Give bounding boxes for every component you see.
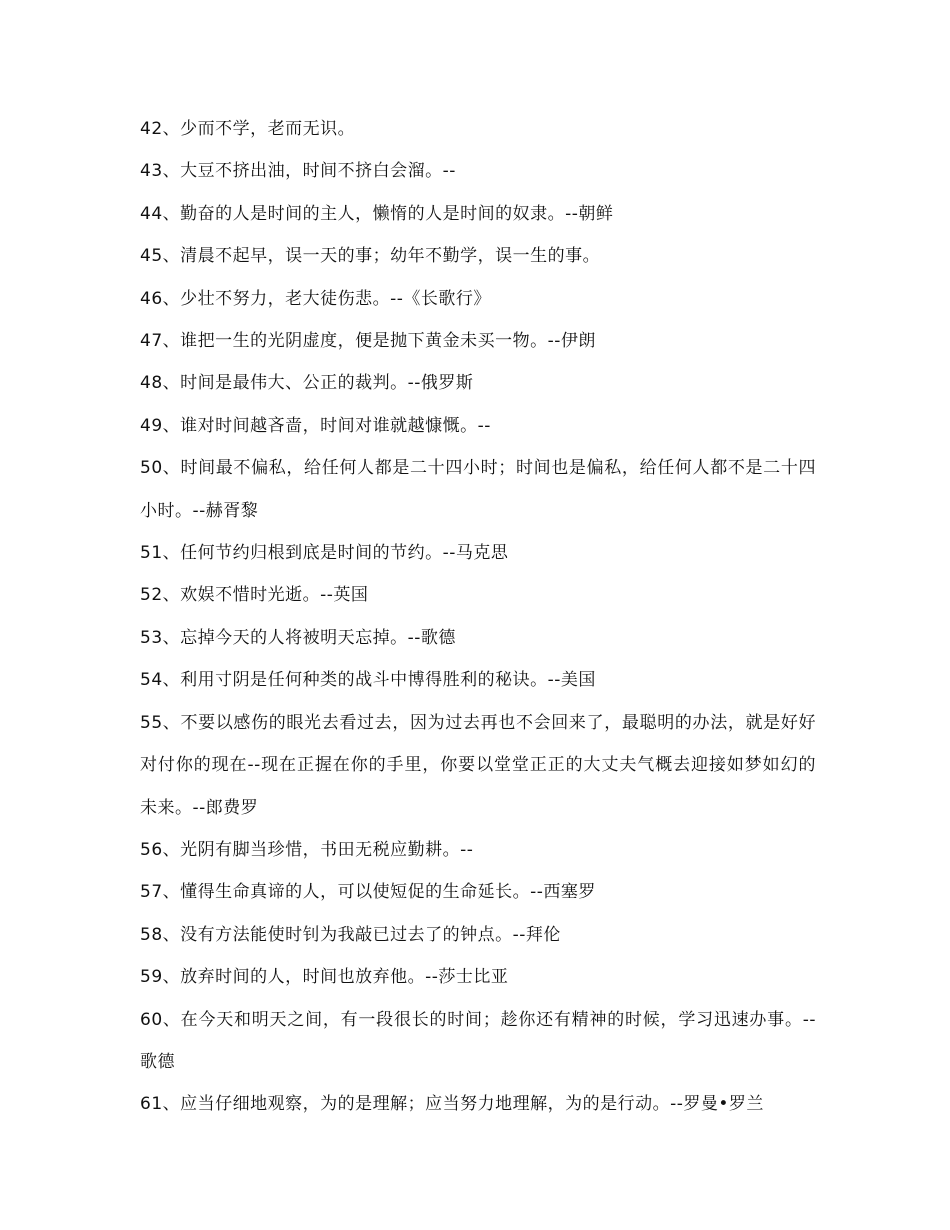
quote-57: 57、懂得生命真谛的人，可以使短促的生命延长。--西塞罗: [140, 882, 596, 903]
quote-42: 42、少而不学，老而无识。: [140, 119, 356, 139]
quote-48: 48、时间是最伟大、公正的裁判。--俄罗斯: [140, 373, 474, 394]
quote-58: 58、没有方法能使时钊为我敲已过去了的钟点。--拜伦: [140, 924, 561, 945]
quote-55: 55、不要以感伤的眼光去看过去，因为过去再也不会回来了，最聪明的办法，就是好好对付你的现在--现在正握在你的手里，你要以堂堂正正的大丈夫气概去迎接如梦如幻的未来。--郎费罗: [140, 712, 816, 818]
quote-53: 53、忘掉今天的人将被明天忘掉。--歌德: [140, 627, 456, 648]
quote-59: 59、放弃时间的人，时间也放弃他。--莎士比亚: [140, 967, 509, 988]
quote-56: 56、光阴有脚当珍惜，书田无税应勤耕。--: [140, 839, 474, 860]
quote-46: 46、少壮不努力，老大徒伤悲。--《长歌行》: [140, 288, 491, 309]
quote-52: 52、欢娱不惜时光逝。--英国: [140, 585, 369, 606]
quote-51: 51、任何节约归根到底是时间的节约。--马克思: [140, 543, 509, 564]
quote-47: 47、谁把一生的光阴虚度，便是抛下黄金未买一物。--伊朗: [140, 331, 596, 352]
quote-44: 44、勤奋的人是时间的主人，懒惰的人是时间的奴隶。--朝鲜: [140, 203, 614, 224]
quote-43: 43、大豆不挤出油，时间不挤白会溜。--: [140, 161, 456, 182]
quote-50: 50、时间最不偏私，给任何人都是二十四小时；时间也是偏私，给任何人都不是二十四小时。--赫胥黎: [140, 458, 816, 521]
quote-60: 60、在今天和明天之间，有一段很长的时间；趁你还有精神的时候，学习迅速办事。--歌德: [140, 1009, 816, 1072]
quote-45: 45、清晨不起早，误一天的事；幼年不勤学，误一生的事。: [140, 246, 601, 267]
quote-61: 61、应当仔细地观察，为的是理解；应当努力地理解，为的是行动。--罗曼•罗兰: [140, 1094, 764, 1115]
quote-list: [140, 108, 816, 1126]
quote-49: 49、谁对时间越吝啬，时间对谁就越慷慨。--: [140, 415, 491, 436]
quote-54: 54、利用寸阴是任何种类的战斗中博得胜利的秘诀。--美国: [140, 670, 596, 691]
